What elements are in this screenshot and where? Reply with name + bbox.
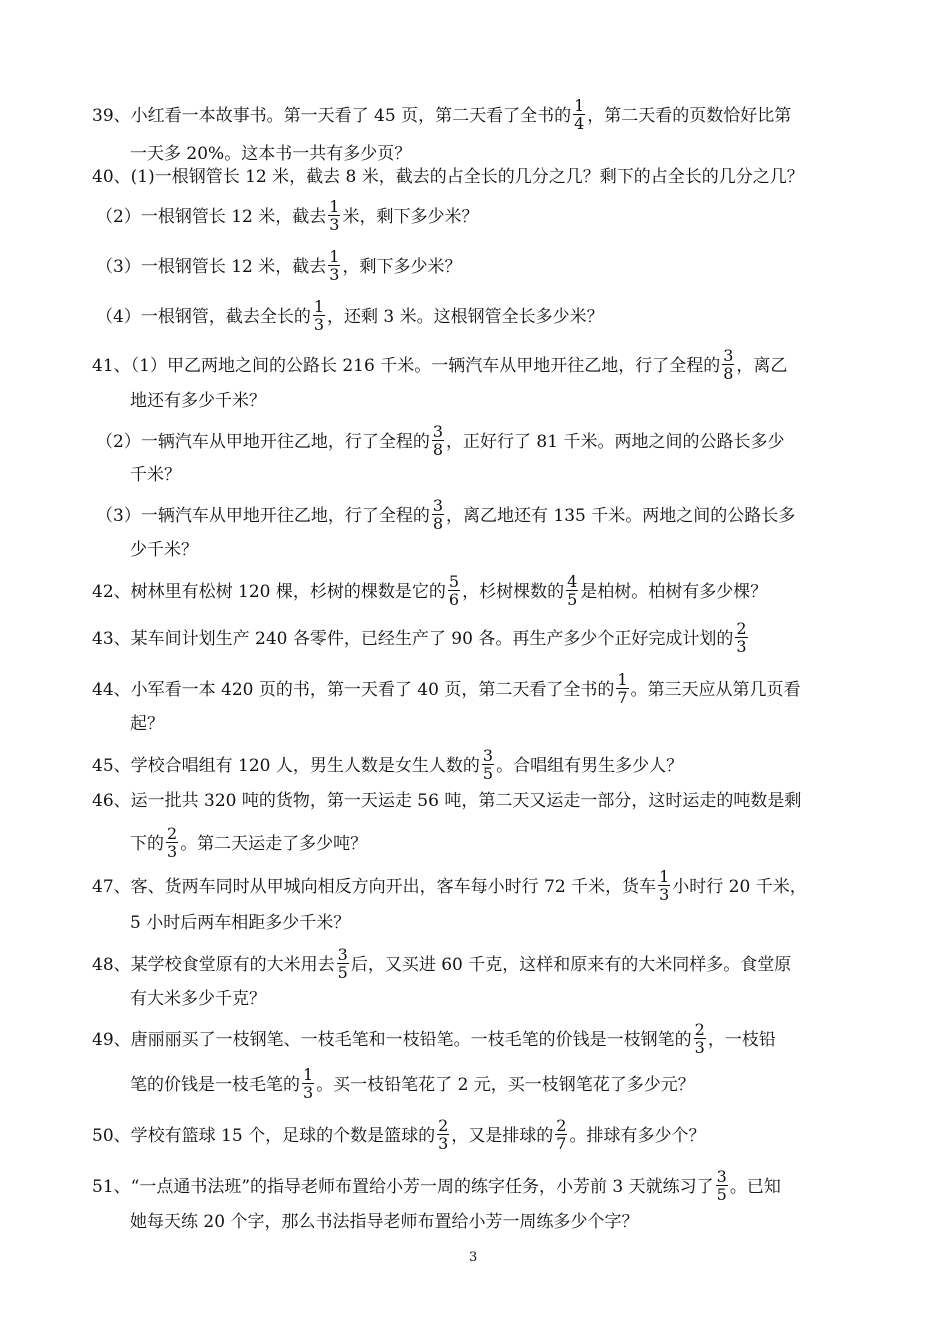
fraction-numerator: 3 — [432, 422, 444, 441]
fraction-numerator: 2 — [694, 1020, 705, 1039]
problem-41-line-5 — [96, 496, 796, 533]
fraction-numerator: 1 — [303, 1065, 314, 1084]
problem-text: ，离乙 — [736, 356, 788, 376]
problem-40-line-4 — [96, 297, 604, 334]
fraction — [573, 97, 585, 132]
problem-text: 41、（1）甲乙两地之间的公路长 216 千米。一辆汽车从甲地开往乙地，行了全程的 — [92, 356, 721, 376]
problem-41-line-1 — [92, 346, 788, 383]
fraction-denominator: 5 — [716, 1185, 727, 1204]
problem-text: ，杉树棵数的 — [462, 582, 565, 602]
fraction — [616, 671, 628, 706]
fraction-denominator: 4 — [574, 114, 585, 133]
fraction-denominator: 8 — [432, 440, 444, 459]
fraction — [694, 1021, 706, 1056]
problem-46-line-2 — [130, 824, 368, 861]
fraction-numerator: 2 — [167, 824, 178, 843]
problem-text: 。已知 — [729, 1177, 781, 1197]
fraction-numerator: 3 — [432, 496, 444, 515]
fraction-denominator: 5 — [337, 963, 348, 982]
problem-text: 51、“一点通书法班”的指导老师布置给小芳一周的练字任务，小芳前 3 天就练习了 — [92, 1177, 714, 1197]
fraction-numerator: 5 — [448, 572, 460, 591]
fraction-denominator: 5 — [567, 590, 578, 609]
problem-text: 小时行 20 千米， — [672, 877, 807, 897]
fraction — [555, 1117, 567, 1152]
fraction — [166, 825, 178, 860]
problem-text: 千米？ — [130, 465, 181, 485]
fraction — [658, 868, 670, 903]
problem-text: （2）一辆汽车从甲地开往乙地，行了全程的 — [96, 432, 430, 452]
problem-41-line-2 — [130, 388, 266, 414]
problem-50-line-1 — [92, 1116, 706, 1153]
problem-47-line-1 — [92, 867, 807, 904]
fraction-denominator: 3 — [329, 265, 340, 284]
problem-text: 。排球有多少个？ — [569, 1126, 706, 1146]
problem-text: 她每天练 20 个字，那么书法指导老师布置给小芳一周练多少个字？ — [130, 1212, 639, 1232]
fraction — [432, 423, 444, 458]
problem-49-line-2 — [130, 1065, 695, 1102]
problem-40-line-3 — [96, 247, 462, 284]
problem-text: ，又是排球的 — [451, 1126, 554, 1146]
problem-40-line-1 — [92, 164, 804, 190]
fraction-numerator: 1 — [617, 670, 628, 689]
fraction-numerator: 1 — [659, 867, 670, 886]
problem-51-line-2 — [130, 1209, 638, 1235]
fraction-denominator: 5 — [482, 764, 494, 783]
fraction-numerator: 1 — [574, 96, 585, 115]
fraction — [482, 747, 494, 782]
problem-text: 。买一枝铅笔花了 2 元，买一枝钢笔花了多少元？ — [316, 1075, 695, 1095]
fraction-denominator: 3 — [659, 885, 670, 904]
problem-text: 是柏树。柏树有多少棵？ — [580, 582, 768, 602]
problem-46-line-1 — [92, 788, 801, 814]
problem-42-line-1 — [92, 572, 768, 609]
problem-text: 起？ — [130, 714, 164, 734]
fraction-numerator: 1 — [329, 247, 340, 266]
problem-text: 米，剩下多少米？ — [342, 207, 479, 227]
fraction — [437, 1117, 449, 1152]
problem-48-line-1 — [92, 945, 792, 982]
problem-text: 39、小红看一本故事书。第一天看了 45 页，第二天看了全书的 — [92, 106, 572, 126]
problem-text: 下的 — [130, 834, 164, 854]
problem-text: ，正好行了 81 千米。两地之间的公路长多少 — [446, 432, 785, 452]
problem-text: 后，又买进 60 千克，这样和原来有的大米同样多。食堂原 — [350, 955, 792, 975]
fraction-denominator: 3 — [303, 1083, 314, 1102]
problem-text: 。合唱组有男生多少人？ — [496, 756, 684, 776]
problem-text: ，还剩 3 米。这根钢管全长多少米？ — [327, 307, 604, 327]
problem-text: ，第二天看的页数恰好比第 — [587, 106, 792, 126]
fraction — [566, 573, 578, 608]
problem-48-line-2 — [130, 986, 266, 1012]
fraction-numerator: 2 — [556, 1116, 567, 1135]
fraction-denominator: 3 — [167, 842, 178, 861]
problem-text: （3）一辆汽车从甲地开往乙地，行了全程的 — [96, 506, 430, 526]
fraction-denominator: 6 — [448, 590, 460, 609]
fraction-denominator: 3 — [313, 315, 325, 334]
fraction-denominator: 7 — [617, 688, 628, 707]
problem-text: 48、某学校食堂原有的大米用去 — [92, 955, 335, 975]
problem-text: 笔的价钱是一枝毛笔的 — [130, 1075, 300, 1095]
fraction-numerator: 3 — [337, 945, 348, 964]
fraction-numerator: 3 — [716, 1167, 727, 1186]
fraction — [328, 198, 340, 233]
problem-40-line-2 — [96, 197, 479, 234]
fraction-denominator: 8 — [723, 364, 734, 383]
fraction — [313, 298, 325, 333]
problem-text: 49、唐丽丽买了一枝钢笔、一枝毛笔和一枝铅笔。一枝毛笔的价钱是一枝钢笔的 — [92, 1030, 692, 1050]
problem-44-line-1 — [92, 670, 801, 707]
problem-text: ，一枝铅 — [707, 1030, 776, 1050]
fraction-denominator: 3 — [694, 1038, 705, 1057]
fraction-numerator: 2 — [736, 619, 747, 638]
problem-text: （3）一根钢管长 12 米，截去 — [96, 257, 327, 277]
problem-41-line-3 — [96, 422, 785, 459]
problem-text: 46、运一批共 320 吨的货物，第一天运走 56 吨，第二天又运走一部分，这时运走的吨数是剩 — [92, 791, 802, 811]
problem-text: 有大米多少千克？ — [130, 989, 266, 1009]
problem-49-line-1 — [92, 1020, 776, 1057]
problem-43-line-1 — [92, 619, 750, 656]
fraction — [337, 946, 349, 981]
fraction-numerator: 3 — [482, 746, 494, 765]
fraction — [328, 248, 340, 283]
fraction-numerator: 1 — [329, 197, 340, 216]
problem-text: （4）一根钢管，截去全长的 — [96, 307, 311, 327]
fraction-denominator: 7 — [556, 1134, 567, 1153]
problem-text: 45、学校合唱组有 120 人，男生人数是女生人数的 — [92, 756, 480, 776]
problem-text: 。第三天应从第几页看 — [630, 680, 801, 700]
fraction-numerator: 3 — [723, 346, 734, 365]
fraction-denominator: 8 — [432, 514, 444, 533]
problem-text: 。第二天运走了多少吨？ — [180, 834, 368, 854]
problem-text: 40、(1)一根钢管长 12 米，截去 8 米，截去的占全长的几分之几？剩下的占全长的几分之几？ — [92, 167, 804, 187]
problem-text: 43、某车间计划生产 240 各零件，已经生产了 90 各。再生产多少个正好完成计划的 — [92, 629, 734, 649]
problem-text: 42、树林里有松树 120 棵，杉树的棵数是它的 — [92, 582, 446, 602]
problem-text: （2）一根钢管长 12 米，截去 — [96, 207, 327, 227]
problem-41-line-6 — [130, 537, 198, 563]
problem-41-line-4 — [130, 462, 181, 488]
problem-45-line-1 — [92, 746, 684, 783]
problem-text: 少千米？ — [130, 540, 198, 560]
problem-51-line-1 — [92, 1167, 781, 1204]
fraction — [735, 620, 747, 655]
fraction-denominator: 3 — [736, 637, 747, 656]
fraction — [302, 1066, 314, 1101]
fraction-numerator: 4 — [567, 572, 578, 591]
fraction — [448, 573, 460, 608]
problem-47-line-2 — [130, 910, 350, 936]
problem-44-line-2 — [130, 711, 164, 737]
fraction-numerator: 1 — [313, 297, 325, 316]
problem-text: 44、小军看一本 420 页的书，第一天看了 40 页，第二天看了全书的 — [92, 680, 615, 700]
page-number: 3 — [469, 1250, 478, 1265]
fraction-denominator: 3 — [329, 215, 340, 234]
fraction-denominator: 3 — [438, 1134, 449, 1153]
fraction — [432, 497, 444, 532]
problem-text: 5 小时后两车相距多少千米？ — [130, 913, 351, 933]
fraction — [716, 1168, 728, 1203]
problem-39-line-1 — [92, 96, 792, 133]
fraction — [722, 347, 734, 382]
problem-text: 地还有多少千米？ — [130, 391, 266, 411]
problem-text: ，离乙地还有 135 千米。两地之间的公路长多 — [446, 506, 796, 526]
fraction-numerator: 2 — [438, 1116, 449, 1135]
problem-text: 50、学校有篮球 15 个，足球的个数是篮球的 — [92, 1126, 436, 1146]
problem-text: ，剩下多少米？ — [342, 257, 462, 277]
problem-text: 一天多 20%。这本书一共有多少页？ — [130, 144, 412, 164]
problem-text: 47、客、货两车同时从甲城向相反方向开出，客车每小时行 72 千米，货车 — [92, 877, 657, 897]
